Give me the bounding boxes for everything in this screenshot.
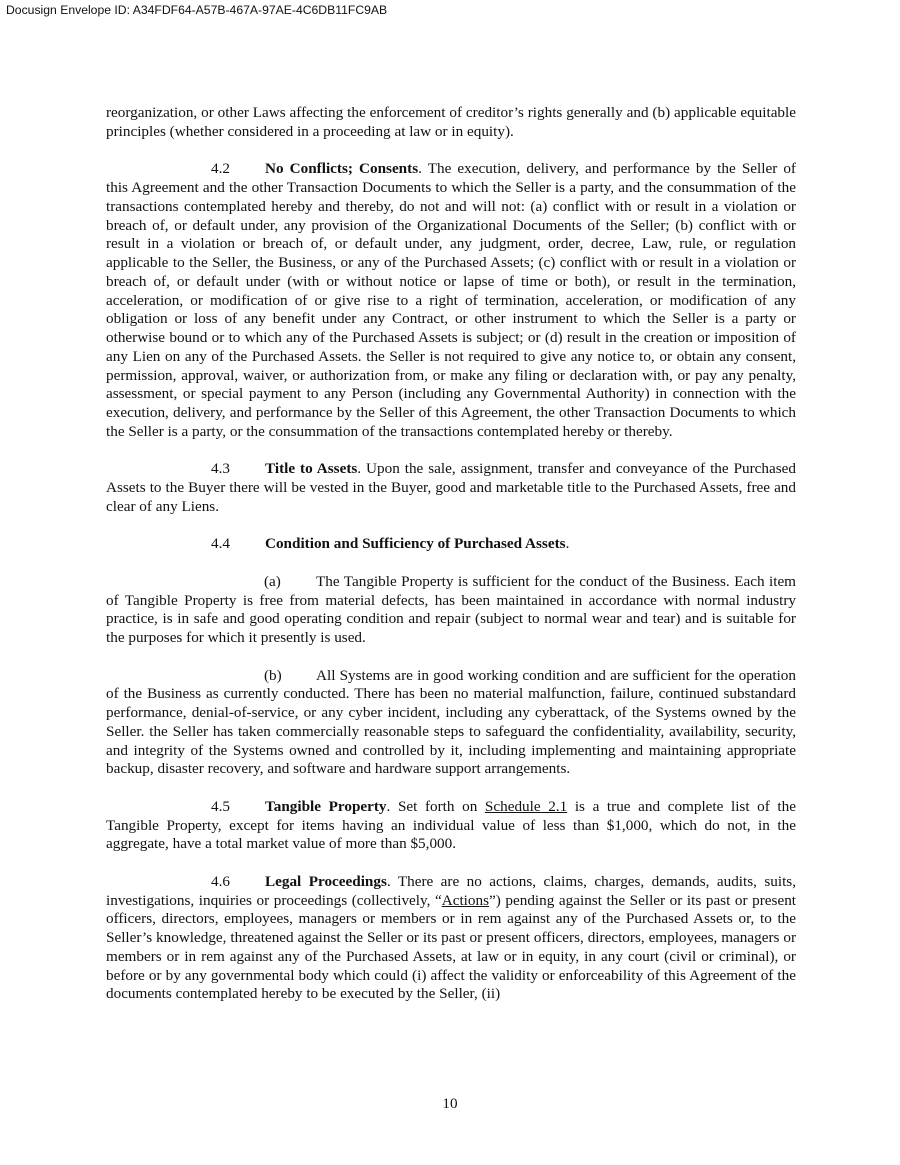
section-4-4-b xyxy=(106,667,796,780)
docusign-envelope-id: Docusign Envelope ID: A34FDF64-A57B-467A-97AE-4C6DB11FC9AB xyxy=(6,3,388,17)
section-text-cont: ”) pending against the Seller or its past or present officers, directors, employees, managers or members or in rem against any of the Purchased Assets or, to the Seller’s knowledge, threatened against the Seller or its past or present officers, directors, employees, managers or members or in rem against any of the Purchased Assets, at law or in equity, in any court (civil or criminal), or before or by any governmental body which could (i) affect the validity or enforceability of this Agreement of the documents contemplated hereby to be executed by the Seller, (ii) xyxy=(106,891,797,1003)
section-text-cont: is a true and complete list of the Tangible Property, except for items having an individual value of less than $1,000, which do not, in the aggregate, have a total market value of more than $5,000. xyxy=(106,797,796,853)
section-heading: No Conflicts; Consents xyxy=(265,160,419,178)
section-4-6 xyxy=(106,873,796,1004)
section-text: . Set forth on xyxy=(386,797,485,815)
section-4-2 xyxy=(106,160,796,441)
section-heading: Legal Proceedings xyxy=(265,872,387,890)
page-number: 10 xyxy=(442,1095,458,1112)
section-text: . The execution, delivery, and performance by the Seller of this Agreement and the other Transaction Documents to which the Seller is a party, and the consummation of the transactions contemplated hereby and thereby, do not and will not: (a) conflict with or result in a violation or breach of, or default under, any provision of the Organizational Documents of the Seller; (b) conflict with or result in a violation or breach of, or default under, any judgment, order, decree, Law, rule, or regulation applicable to the Seller, the Business, or any of the Purchased Assets; (c) conflict with or result in a violation or breach of, or default under (with or without notice or lapse of time or both), or result in the termination, acceleration, or modification of or give rise to a right of termination, acceleration, or modification of any obligation or loss of any benefit under any Contract, or other instrument to which the Seller is a party or otherwise bound or to which any of the Purchased Assets is subject; or (d) result in the creation or imposition of any Lien on any of the Purchased Assets. the Seller is not required to give any notice to, or obtain any consent, permission, approval, waiver, or authorization from, or make any filing or declaration with, or pay any penalty, assessment, or special payment to any Person (including any Governmental Authority) in connection with the execution, delivery, and performance by the Seller of this Agreement, the other Transaction Documents to which the Seller is a party, or the consummation of the transactions contemplated hereby or thereby. xyxy=(106,160,796,440)
subsection-text: The Tangible Property is sufficient for the conduct of the Business. Each item of Tangible Property is free from material defects, has been maintained in accordance with normal industry practice, is in safe and good operating condition and repair (subject to normal wear and tear) and is suitable for the purposes for which it presently is used. xyxy=(106,572,796,646)
subsection-label: (b) xyxy=(264,666,282,684)
section-4-5 xyxy=(106,798,796,854)
section-4-4 xyxy=(106,535,796,554)
section-text: . Upon the sale, assignment, transfer and conveyance of the Purchased Assets to the Buyer there will be vested in the Buyer, good and marketable title to the Purchased Assets, free and clear of any Liens. xyxy=(106,460,796,515)
section-heading: Condition and Sufficiency of Purchased Assets xyxy=(265,535,566,553)
section-number: 4.6 xyxy=(211,872,230,890)
schedule-reference: Schedule 2.1 xyxy=(484,797,568,815)
section-number: 4.4 xyxy=(211,535,230,553)
subsection-label: (a) xyxy=(264,572,281,590)
section-period: . xyxy=(565,535,570,553)
section-number: 4.5 xyxy=(211,797,230,815)
section-heading: Tangible Property xyxy=(265,797,387,815)
document-body xyxy=(106,104,796,1023)
defined-term: Actions xyxy=(441,891,489,909)
paragraph-continuation: reorganization, or other Laws affecting the enforcement of creditor’s rights generally and (b) applicable equitable principles (whether considered in a proceeding at law or in equity). xyxy=(106,104,796,140)
section-4-3 xyxy=(106,460,796,516)
subsection-text: All Systems are in good working condition and are sufficient for the operation of the Business as currently conducted. There has been no material malfunction, failure, continued substandard performance, denial-of-service, or any cyber incident, including any cyberattack, of the Systems owned by the Seller. the Seller has taken commercially reasonable steps to safeguard the confidentiality, availability, security, and integrity of the Systems owned and controlled by it, including implementing and maintaining appropriate backup, disaster recovery, and software and hardware support arrangements. xyxy=(106,666,796,778)
section-heading: Title to Assets xyxy=(265,460,358,478)
section-number: 4.3 xyxy=(211,460,230,478)
section-number: 4.2 xyxy=(211,160,230,178)
section-text: . There are no actions, claims, charges, demands, audits, suits, investigations, inquiries or proceedings (collectively, “ xyxy=(106,872,796,909)
section-4-4-a xyxy=(106,573,796,648)
